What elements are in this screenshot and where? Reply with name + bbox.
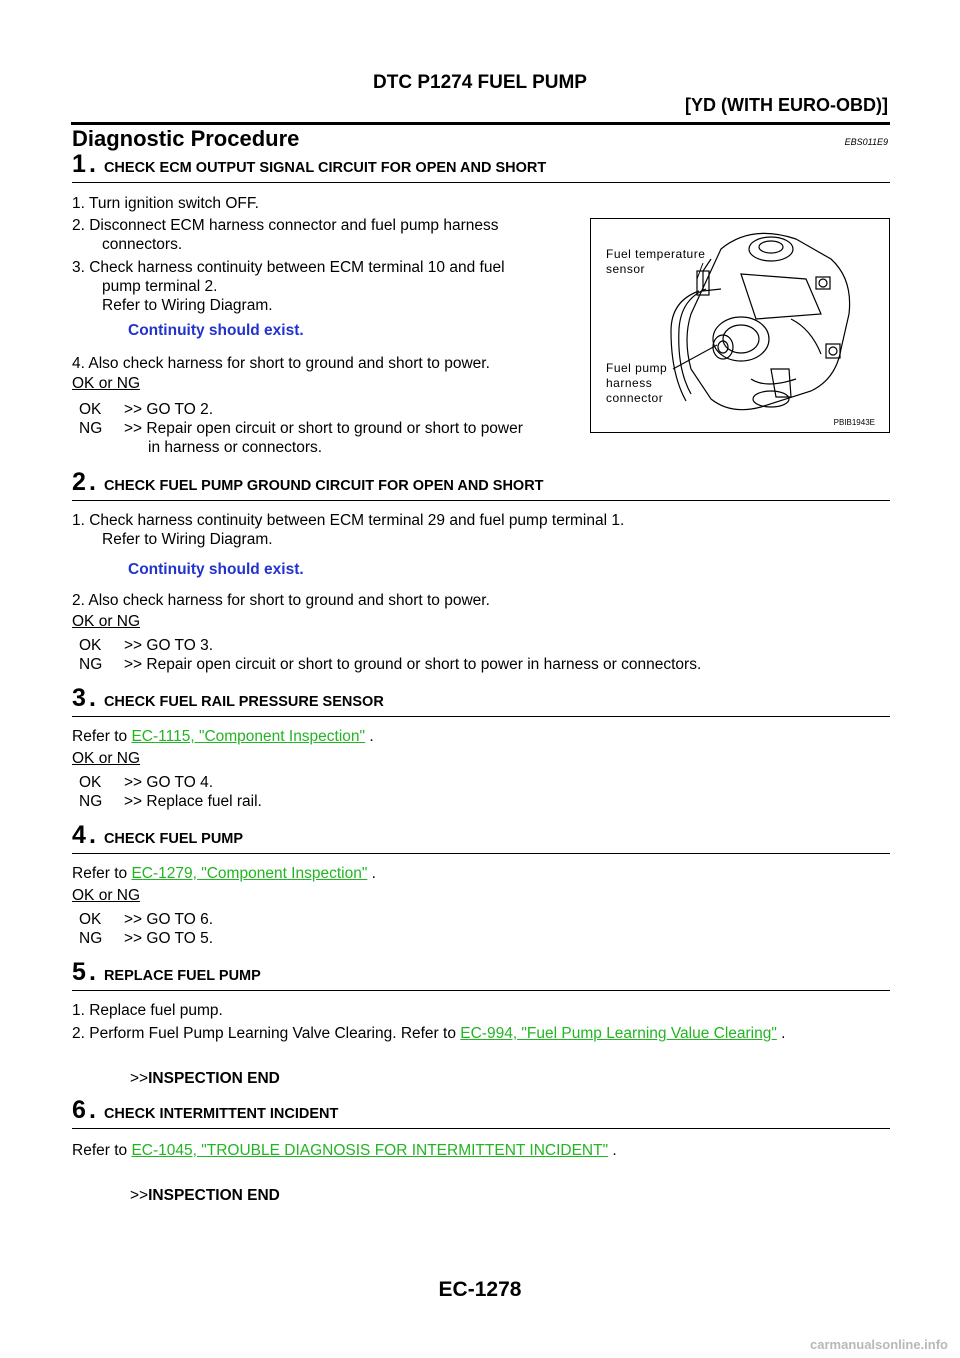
step-number: 4 <box>72 821 86 849</box>
fuel-pump-figure <box>590 218 890 433</box>
step-4-header: 4 . CHECK FUEL PUMP <box>72 821 890 854</box>
step-6-header: 6 . CHECK INTERMITTENT INCIDENT <box>72 1096 890 1129</box>
fuel-pump-harness-connector-label: Fuel pump harness connector <box>606 361 668 405</box>
ok-or-ng-label: OK or NG <box>72 613 141 630</box>
step-number: 5 <box>72 958 86 986</box>
step-1-item: connectors. <box>102 236 183 253</box>
component-inspection-link[interactable]: EC-1279, "Component Inspection" <box>131 865 368 882</box>
step-3-header: 3 . CHECK FUEL RAIL PRESSURE SENSOR <box>72 684 890 717</box>
ok-or-ng-label: OK or NG <box>72 375 141 392</box>
result-row: NG >> GO TO 5. <box>79 930 214 947</box>
result-row-cont: in harness or connectors. <box>148 439 323 456</box>
step-2-item: 1. Check harness continuity between ECM terminal 29 and fuel pump terminal 1. <box>72 512 625 529</box>
step-title: CHECK FUEL PUMP GROUND CIRCUIT FOR OPEN AND SHORT <box>103 478 544 494</box>
result-row: OK >> GO TO 2. <box>79 401 214 418</box>
step-1-item: 2. Disconnect ECM harness connector and fuel pump harness <box>72 217 499 234</box>
step-number: 3 <box>72 684 86 712</box>
result-row: OK >> GO TO 6. <box>79 911 214 928</box>
step-1-item: 1. Turn ignition switch OFF. <box>72 195 259 212</box>
page-number: EC-1278 <box>438 1278 522 1301</box>
inspection-end: >>INSPECTION END <box>130 1070 280 1087</box>
ok-or-ng-label: OK or NG <box>72 887 141 904</box>
step-title: CHECK INTERMITTENT INCIDENT <box>103 1106 339 1122</box>
step-title: REPLACE FUEL PUMP <box>103 968 261 984</box>
step-1-item: 3. Check harness continuity between ECM terminal 10 and fuel <box>72 259 505 276</box>
step-title: CHECK ECM OUTPUT SIGNAL CIRCUIT FOR OPEN AND SHORT <box>103 160 547 176</box>
step-title: CHECK FUEL PUMP <box>103 831 244 847</box>
inspection-end: >>INSPECTION END <box>130 1187 280 1204</box>
fuel-pump-learning-link[interactable]: EC-994, "Fuel Pump Learning Value Clearing" <box>460 1025 777 1042</box>
step-number: 1 <box>72 150 86 178</box>
page-title: DTC P1274 FUEL PUMP <box>373 72 587 93</box>
figure-id: PBIB1943E <box>833 418 875 427</box>
step-1-item: Refer to Wiring Diagram. <box>102 297 273 314</box>
step-2-header: 2 . CHECK FUEL PUMP GROUND CIRCUIT FOR OPEN AND SHORT <box>72 468 890 501</box>
step-1-header: 1 . CHECK ECM OUTPUT SIGNAL CIRCUIT FOR OPEN AND SHORT <box>72 150 890 183</box>
result-row: OK >> GO TO 4. <box>79 774 214 791</box>
watermark: carmanualsonline.info <box>810 1337 948 1352</box>
step-2-spec: Continuity should exist. <box>128 561 304 578</box>
step-5-item: 1. Replace fuel pump. <box>72 1002 223 1019</box>
result-row: NG >> Repair open circuit or short to ground or short to power <box>79 420 523 437</box>
step-number: 2 <box>72 468 86 496</box>
result-row: NG >> Replace fuel rail. <box>79 793 262 810</box>
result-row: OK >> GO TO 3. <box>79 637 214 654</box>
step-5-item: 2. Perform Fuel Pump Learning Valve Clearing. Refer to EC-994, "Fuel Pump Learning Value Clearing" . <box>72 1025 786 1042</box>
step-number: 6 <box>72 1096 86 1124</box>
step-2-item: Refer to Wiring Diagram. <box>102 531 273 548</box>
step-6-refer: Refer to EC-1045, "TROUBLE DIAGNOSIS FOR INTERMITTENT INCIDENT" . <box>72 1142 617 1159</box>
section-title: Diagnostic Procedure <box>72 126 300 151</box>
header-rule <box>71 122 890 125</box>
intermittent-incident-link[interactable]: EC-1045, "TROUBLE DIAGNOSIS FOR INTERMITTENT INCIDENT" <box>131 1142 609 1159</box>
step-1-item: pump terminal 2. <box>102 278 218 295</box>
step-1-item: 4. Also check harness for short to ground and short to power. <box>72 355 490 372</box>
step-2-item: 2. Also check harness for short to ground and short to power. <box>72 592 490 609</box>
step-title: CHECK FUEL RAIL PRESSURE SENSOR <box>103 694 384 710</box>
step-1-spec: Continuity should exist. <box>128 322 304 339</box>
step-3-refer: Refer to EC-1115, "Component Inspection" . <box>72 728 374 745</box>
step-4-refer: Refer to EC-1279, "Component Inspection" . <box>72 865 376 882</box>
section-code: EBS011E9 <box>844 137 888 147</box>
ok-or-ng-label: OK or NG <box>72 750 141 767</box>
step-5-header: 5 . REPLACE FUEL PUMP <box>72 958 890 991</box>
component-inspection-link[interactable]: EC-1115, "Component Inspection" <box>131 728 366 745</box>
fuel-temperature-sensor-label: Fuel temperature sensor <box>606 247 706 276</box>
result-row: NG >> Repair open circuit or short to ground or short to power in harness or connectors. <box>79 656 702 673</box>
page-subtitle: [YD (WITH EURO-OBD)] <box>685 95 888 115</box>
